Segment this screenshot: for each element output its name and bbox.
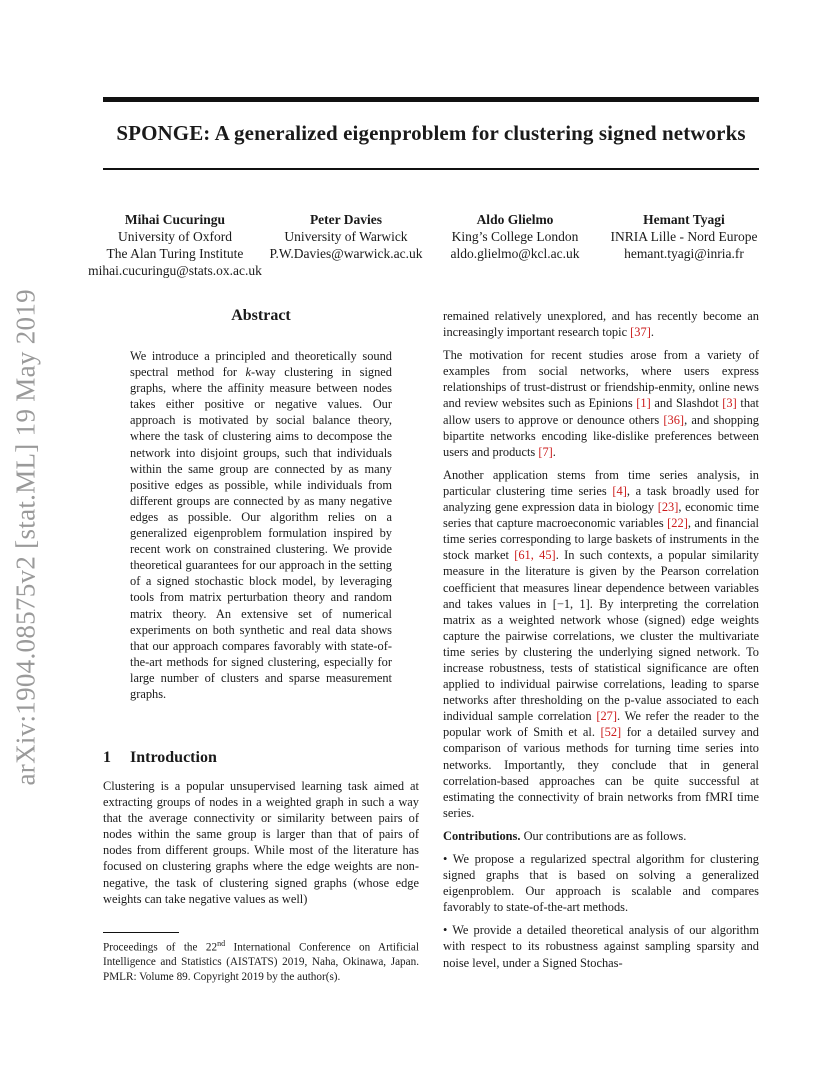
author-affiliation: The Alan Turing Institute xyxy=(106,246,244,261)
title-bottom-rule xyxy=(103,168,759,170)
text-run: , a task broadly used for analyzing gene expression data in biology xyxy=(443,483,759,515)
citation-link[interactable]: [1] xyxy=(636,396,651,411)
text-run: . We refer the reader to the popular work of Smith et al. xyxy=(443,709,759,740)
text-run: , and financial time series corresponding to large baskets of instruments in the stock market xyxy=(443,516,759,563)
author-block-1 xyxy=(83,211,267,279)
right-paragraph-3 xyxy=(443,467,759,821)
text-run: Another application stems from time series analysis, in particular clustering time series xyxy=(443,467,759,498)
author-name: Peter Davies xyxy=(309,212,383,227)
citation-link[interactable]: [3] xyxy=(722,396,737,411)
citation-link[interactable]: [4] xyxy=(612,483,627,498)
text-run: that allow users to approve or denounce others xyxy=(443,396,759,427)
author-name: Mihai Cucuringu xyxy=(124,212,226,227)
citation-link[interactable]: [61, 45] xyxy=(514,548,556,563)
right-column xyxy=(443,308,759,978)
intro-paragraph: Clustering is a popular unsupervised learning task aimed at extracting groups of nodes in a weighted graph in such a way that the average connectivity or similarity between pairs of nodes within the same group is larger than that of pairs of nodes from different groups. While most of the literature has focused on clustering graphs where the edge weights are non-negative, the task of clustering signed graphs (whose edge weights can take negative values as well) xyxy=(103,779,419,906)
author-name: Hemant Tyagi xyxy=(643,212,725,227)
citation-link[interactable]: [27] xyxy=(596,709,617,724)
author-email: mihai.cucuringu@stats.ox.ac.uk xyxy=(88,263,262,278)
text-run: . xyxy=(650,325,654,340)
text-run: and Slashdot xyxy=(650,396,723,411)
author-affiliation: University of Warwick xyxy=(284,229,408,244)
contribution-bullet-2: • We provide a detailed theoretical analysis of our algorithm with respect to its robustness against sampling sparsity and noise level, under a Signed Stochas- xyxy=(443,923,759,970)
author-block-4 xyxy=(598,211,770,262)
title-top-rule xyxy=(103,97,759,102)
citation-link[interactable]: [36] xyxy=(663,412,685,427)
author-affiliation: University of Oxford xyxy=(118,229,232,244)
abstract-text: -way clustering in signed graphs, where the affinity measure between nodes takes either positive or negative values. Our approach is motivated by social balance theory, where the task of clustering aims to decompose the network into disjoint groups, such that individuals within the same group are connected by as many positive edges as possible, while individuals from different groups are connected by as many negative edges as possible. Our algorithm relies on a generalized eigenproblem formulation inspired by recent work on constrained clustering. We provide theoretical guarantees for our approach in the setting of a signed stochastic block model, by leveraging tools from matrix perturbation theory and random matrix theory. An extensive set of numerical experiments on both synthetic and real data shows that our approach compares favorably with state-of-the-art methods for signed clustering, especially for large number of clusters and sparse measurement graphs. xyxy=(130,365,392,701)
author-block-3 xyxy=(440,211,590,262)
abstract-heading: Abstract xyxy=(231,307,291,324)
text-run: The motivation for recent studies arose from a variety of examples from social networks, where users express relationships of trust-distrust or friendship-enmity, online news and review websites such as Epinions xyxy=(443,348,759,411)
footnote-rule xyxy=(103,932,179,933)
paper-title: SPONGE: A generalized eigenproblem for clustering signed networks xyxy=(116,121,746,145)
contributions-label: Contributions. xyxy=(443,828,521,843)
section-title: Introduction xyxy=(130,749,217,766)
arxiv-stamp: arXiv:1904.08575v2 [stat.ML] 19 May 2019 xyxy=(10,289,41,786)
section-number: 1 xyxy=(103,749,111,766)
author-block-2 xyxy=(258,211,434,262)
text-run: Our contributions are as follows. xyxy=(520,828,687,843)
abstract-text: We introduce a principled and theoretically sound spectral method for xyxy=(130,349,392,380)
text-run: , and shopping bipartite networks encoding like-dislike preferences between users and products xyxy=(443,412,759,459)
contributions-paragraph xyxy=(443,828,759,844)
citation-link[interactable]: [7] xyxy=(538,444,553,459)
author-email: aldo.glielmo@kcl.ac.uk xyxy=(450,246,580,261)
text-run: , economic time series that capture macroeconomic variables xyxy=(443,500,759,531)
author-affiliation: INRIA Lille - Nord Europe xyxy=(610,229,758,244)
author-email: hemant.tyagi@inria.fr xyxy=(624,246,744,261)
author-name: Aldo Glielmo xyxy=(476,212,554,227)
citation-link[interactable]: [22] xyxy=(667,516,688,531)
section-heading-introduction xyxy=(103,749,217,767)
right-paragraph-1 xyxy=(443,308,759,340)
author-affiliation: King’s College London xyxy=(451,229,579,244)
footnote-superscript: nd xyxy=(217,939,226,948)
text-run: for a detailed survey and comparison of various methods for turning time series into networks. Importantly, they conclude that in general correlation-based approaches can be quite successful at estimating the connectivity of brain networks from fMRI time series. xyxy=(443,725,759,820)
author-email: P.W.Davies@warwick.ac.uk xyxy=(269,246,423,261)
text-run: . In such contexts, a popular similarity measure in the literature is given by the Pearson correlation coefficient that measures linear dependence between variables and takes values in [−1, 1]. By interpreting the correlation matrix as a weighted network whose (signed) edge weights capture the pairwise correlations, we cluster the multivariate time series by clustering the underlying signed network. To increase robustness, tests of statistical significance are often applied to individual pairwise correlations, leading to sparse networks after thresholding on the p-value associated to each individual sample correlation xyxy=(443,548,760,724)
abstract-body xyxy=(130,348,392,702)
citation-link[interactable]: [23] xyxy=(657,500,679,515)
footnote xyxy=(103,937,419,984)
footnote-text: Proceedings of the 22 xyxy=(103,941,218,954)
text-run: . xyxy=(552,444,556,459)
text-run: remained relatively unexplored, and has recently become an increasingly important research topic xyxy=(443,309,759,340)
footnote-text: International Conference on Artificial Intelligence and Statistics (AISTATS) 2019, Naha, Okinawa, Japan. PMLR: Volume 89. Copyright 2019 by the author(s). xyxy=(103,941,419,983)
right-paragraph-2 xyxy=(443,347,759,460)
contribution-bullet-1: • We propose a regularized spectral algorithm for clustering signed graphs that is based on solving a generalized eigenproblem. Our approach is scalable and compares favorably to state-of-the-art methods. xyxy=(443,852,759,915)
citation-link[interactable]: [37] xyxy=(630,325,651,340)
citation-link[interactable]: [52] xyxy=(600,725,622,740)
abstract-k-symbol: k xyxy=(245,365,252,380)
